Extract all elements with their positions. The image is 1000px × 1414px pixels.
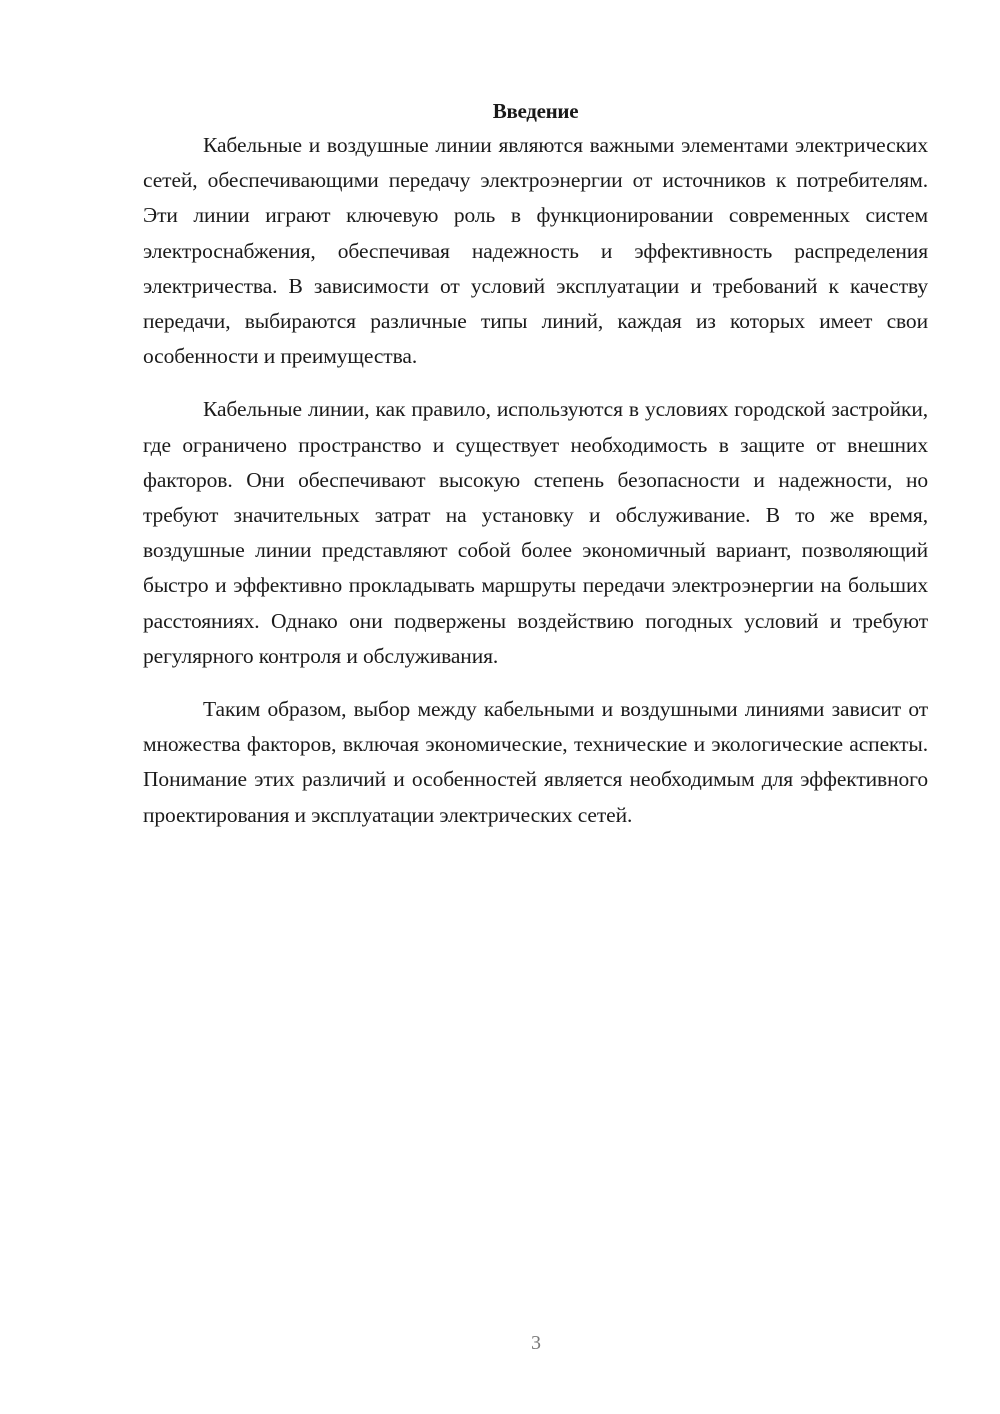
page-number: 3 — [531, 1332, 541, 1354]
document-page — [143, 96, 928, 851]
paragraph-conclusion: Таким образом, выбор между кабельными и воздушными линиями зависит от множества факторов, включая экономические, технические и экологические аспекты. Понимание этих различий и особенностей является необходимым для эффективного проектирования и эксплуатации электрических сетей. — [143, 697, 928, 827]
section-title: Введение — [492, 99, 579, 123]
paragraph-cable-vs-overhead: Кабельные линии, как правило, используются в условиях городской застройки, где ограничено пространство и существует необходимость в защите от внешних факторов. Они обеспечивают высокую степень безопасности и надежности, но требуют значительных затрат на установку и обслуживание. В то же время, воздушные линии представляют собой более экономичный вариант, позволяющий быстро и эффективно прокладывать маршруты передачи электроэнергии на больших расстояниях. Однако они подвержены воздействию погодных условий и требуют регулярного контроля и обслуживания. — [143, 397, 928, 668]
paragraph-intro: Кабельные и воздушные линии являются важными элементами электрических сетей, обеспечивающими передачу электроэнергии от источников к потребителям. Эти линии играют ключевую роль в функционировании современных систем электроснабжения, обеспечивая надежность и эффективность распределения электричества. В зависимости от условий эксплуатации и требований к качеству передачи, выбираются различные типы линий, каждая из которых имеет свои особенности и преимущества. — [143, 133, 928, 369]
